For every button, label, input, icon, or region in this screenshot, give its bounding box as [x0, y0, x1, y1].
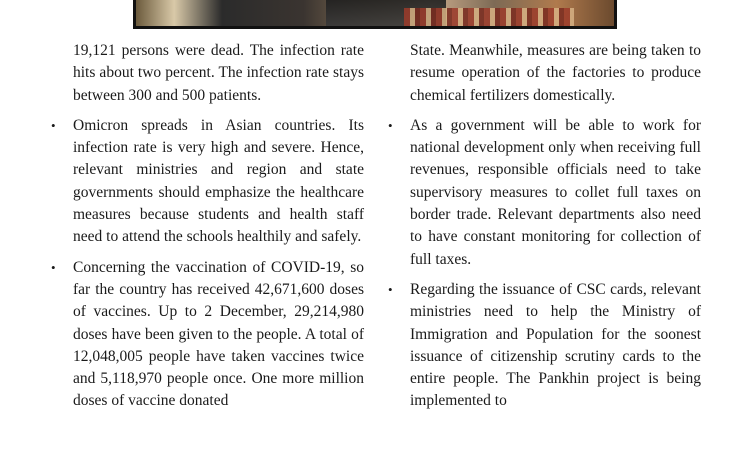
left-bullet-vaccination-text: Concerning the vaccination of COVID-19, so far the country has received 42,671,600 doses of vaccines. Up to 2 December, 29,214,980 doses have been given to the people. A total of 12,048,005 people have taken vaccines twice and 5,118,970 people once. One more million doses of vaccine donated: [73, 258, 364, 410]
right-bullet-revenue-text: As a government will be able to work for national development only when receiving full revenues, responsible officials need to take supervisory measures to collet full taxes on border trade. Relevant departments also need to have constant monitoring for collection of full taxes.: [410, 116, 701, 268]
left-continued-paragraph: 19,121 persons were dead. The infection rate hits about two percent. The infection rate stays between 300 and 500 patients.: [73, 42, 364, 104]
right-column: [386, 40, 701, 413]
bullet-marker: •: [51, 259, 56, 275]
photo-rug: [404, 8, 574, 26]
left-bullet-omicron-text: Omicron spreads in Asian countries. Its infection rate is very high and severe. Hence, relevant ministries and region and state governments should emphasize the healthcare measures because students and health staff need to attend the schools healthily and safely.: [73, 116, 364, 246]
right-continued-paragraph: State. Meanwhile, measures are being taken to resume operation of the factories to produce chemical fertilizers domestically.: [410, 42, 701, 104]
top-photo: [133, 0, 617, 29]
left-column: [49, 40, 364, 413]
left-bullet-vaccination: [49, 257, 364, 413]
right-bullet-csc-cards-text: Regarding the issuance of CSC cards, relevant ministries need to help the Ministry of Immigration and Population for the soonest issuance of citizenship scrutiny cards to the entire people. The Pankhin project is being implemented to: [410, 280, 701, 410]
right-bullet-csc-cards: [386, 279, 701, 413]
bullet-marker: •: [388, 281, 393, 297]
bullet-marker: •: [388, 117, 393, 133]
left-bullet-omicron: [49, 115, 364, 249]
bullet-marker: •: [51, 117, 56, 133]
right-bullet-revenue: [386, 115, 701, 271]
